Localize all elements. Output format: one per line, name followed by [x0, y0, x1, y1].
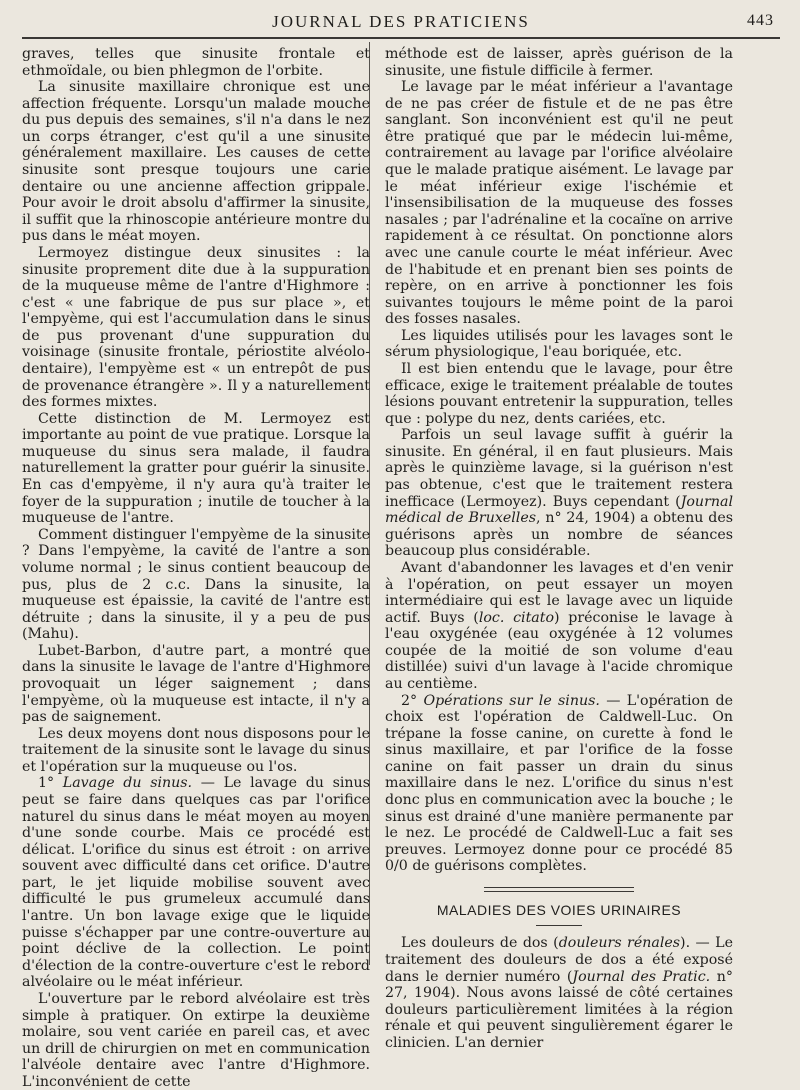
- section-ornament: [536, 925, 582, 926]
- lead-subtitle: douleurs rénales: [558, 935, 681, 952]
- running-header: [22, 12, 780, 34]
- paragraph: méthode est de laisser, après guérison de la sinusite, une fistule difficile à fermer.: [385, 46, 733, 79]
- paragraph: graves, telles que sinusite frontale et ethmoïdale, ou bien phlegmon de l'orbite.: [22, 46, 370, 79]
- paragraph-text: ) préconise le lavage à l'eau oxygénée (eau oxygénée à 12 volumes coupée de la moitié de son volume d'eau distillée) suivi d'un lavage à l'acide chromique au centième.: [385, 609, 734, 692]
- subheading-operations: Opérations sur le sinus.: [423, 692, 600, 709]
- paragraph-lavage: [22, 775, 370, 991]
- page-number: 443: [747, 12, 774, 29]
- paragraph: Comment distinguer l'empyème de la sinusite ? Dans l'empyème, la cavité de l'antre a son volume normal ; le sinus contient beaucoup de pus, plus de 2 c.c. Dans la sinusite, la muqueuse est épaissie, la cavité de l'antre est détruite ; dans la sinusite, il y a peu de pus (Mahu).: [22, 526, 370, 643]
- paragraph-operations: [385, 693, 733, 875]
- right-column: [385, 46, 733, 1052]
- paragraph: Cette distinction de M. Lermoyez est importante au point de vue pratique. Lorsque la muqueuse du sinus sera malade, il faudra naturellement la gratter pour guérir la sinusite. En cas d'empyème, il n'y aura qu'à traiter le foyer de la suppuration ; inutile de toucher à la muqueuse de l'antre.: [22, 410, 370, 527]
- paragraph: Les deux moyens dont nous disposons pour le traitement de la sinusite sont le lavage du sinus et l'opération sur la muqueuse ou l'os.: [22, 725, 370, 775]
- journal-citation: Journal médical de Bruxelles: [385, 493, 733, 527]
- header-rule: [22, 37, 780, 39]
- paragraph-buys: [385, 427, 733, 560]
- left-column: [22, 46, 370, 1090]
- paragraph-text: ). — Le traitement des douleurs de dos a été exposé dans le dernier numéro (: [385, 935, 733, 985]
- paragraph: Lubet-Barbon, d'autre part, a montré que dans la sinusite le lavage de l'antre d'Highmore provoquait un léger saignement ; dans l'empyème, où la muqueuse est intacte, il n'y a pas de saignement.: [22, 642, 370, 726]
- subheading-lavage: Lavage du sinus.: [62, 775, 193, 792]
- paragraph: Les liquides utilisés pour les lavages sont le sérum physiologique, l'eau boriquée, etc.: [385, 327, 733, 361]
- paragraph-text: Avant d'abandonner les lavages et d'en venir à l'opération, on peut essayer un moyen intermédiaire qui est le lavage avec un liquide actif. Buys (: [385, 559, 733, 626]
- paragraph-text: — L'opération de choix est l'opération de Caldwell-Luc. On trépane la fosse canine, on curette à fond le sinus maxillaire, et par l'orifice de la fosse canine on fait passer un drain du sinus maxillaire dans le nez. L'orifice du sinus n'est donc plus en communication avec la bouche ; le sinus est drainé d'une manière permanente par le nez. Le procédé de Caldwell-Luc a fait ses preuves. Lermoyez donne pour ce procédé 85 0/0 de guérisons complètes.: [385, 692, 733, 875]
- section-rule: [484, 891, 634, 892]
- paragraph: L'ouverture par le rebord alvéolaire est très simple à pratiquer. On extirpe la deuxième molaire, sou vent cariée en pareil cas, et avec un drill de chirurgien on met en communication l'alvéole dentaire avec l'antre d'Highmore. L'inconvénient de cette: [22, 990, 370, 1090]
- lead-phrase: Les douleurs de dos: [401, 935, 548, 952]
- item-number: 1°: [38, 775, 55, 792]
- paragraph: Lermoyez distingue deux sinusites : la sinusite proprement dite due à la suppuration de la muqueuse même de l'antre d'Highmore : c'est « une fabrique de pus sur place », et l'empyème, qui est l'accumulation dans le sinus de pus provenant d'une suppuration du voisinage (sinusite frontale, périostite alvéolo-dentaire), l'empyème est « un entrepôt de pus de provenance étrangère ». Il y a naturellement des formes mixtes.: [22, 244, 370, 411]
- section-rule: [484, 887, 634, 888]
- paragraph-text: — Le lavage du sinus peut se faire dans quelques cas par l'orifice naturel du sinus dans le méat moyen au moyen d'une sonde courbe. Mais ce procédé est délicat. L'orifice du sinus est étroit : on arrive souvent avec difficulté dans cet orifice. D'autre part, le jet liquide mobilise souvent avec difficulté le pus grumeleux accumulé dans l'antre. Un bon lavage exige que le liquide puisse s'échapper par une contre-ouverture au point déclive de la collection. Le point d'élection de la contre-ouverture c'est le rebord alvéolaire ou le méat inférieur.: [22, 775, 370, 991]
- paragraph: Le lavage par le méat inférieur a l'avantage de ne pas créer de fistule et de ne pas être sanglant. Son inconvénient est qu'il ne peut être pratiqué que par le médecin lui-même, contrairement au lavage par l'orifice alvéolaire que le malade pratique aisément. Le lavage par le méat inférieur exige l'ischémie et l'insensibilisation de la muqueuse des fosses nasales ; par l'adrénaline et la cocaïne on arrive rapidement à ce résultat. On ponctionne alors avec une canule courte le méat inférieur. Avec de l'habitude et en prenant bien ses points de repère, on en arrive à ponctionner les fois suivantes toujours le même point de la paroi des fosses nasales.: [385, 79, 733, 328]
- paragraph: Il est bien entendu que le lavage, pour être efficace, exige le traitement préalable de toutes lésions pouvant entretenir la suppuration, telles que : polype du nez, dents cariées, etc.: [385, 360, 733, 427]
- paragraph-douleurs: Les douleurs de dos (douleurs rénales). — Le traitement des douleurs de dos a été exposé dans le dernier numéro (Journal des Pratic. n° 27, 1904). Nous avons laissé de côté certaines douleurs particulièrement limitées à la région rénale et qui peuvent singulièrement égarer le clinicien. L'an dernier: [385, 935, 733, 1051]
- section-heading: MALADIES DES VOIES URINAIRES: [436, 901, 682, 918]
- journal-citation: Journal des Pratic.: [572, 968, 711, 985]
- journal-title: JOURNAL DES PRATICIENS: [272, 12, 530, 31]
- paragraph-text: n° 27, 1904). Nous avons laissé de côté certaines douleurs particulièrement limitées à la région rénale et qui peuvent singulièrement égarer le clinicien. L'an dernier: [385, 968, 733, 1051]
- paragraph-abandon: [385, 560, 733, 693]
- paragraph-text: Parfois un seul lavage suffit à guérir la sinusite. En général, il en faut plusieurs. Mais après le quinzième lavage, si la guérison n'est pas obtenue, c'est que le traitement restera inefficace (Lermoyez). Buys cependant (: [385, 427, 733, 510]
- paragraph: La sinusite maxillaire chronique est une affection fréquente. Lorsqu'un malade mouche du pus depuis des semaines, s'il n'a dans le nez un corps étranger, c'est qu'il a une sinusite généralement maxillaire. Les causes de cette sinusite sont presque toujours une carie dentaire ou une ancienne affection grippale. Pour avoir le droit absolu d'affirmer la sinusite, il suffit que la rhinoscopie antérieure montre du pus dans le méat moyen.: [22, 79, 370, 245]
- item-number: 2°: [401, 692, 418, 709]
- paragraph-text: , n° 24, 1904) a obtenu des guérisons après un nombre de séances beaucoup plus considérable.: [385, 510, 733, 560]
- loc-citato: loc. citato: [478, 609, 554, 626]
